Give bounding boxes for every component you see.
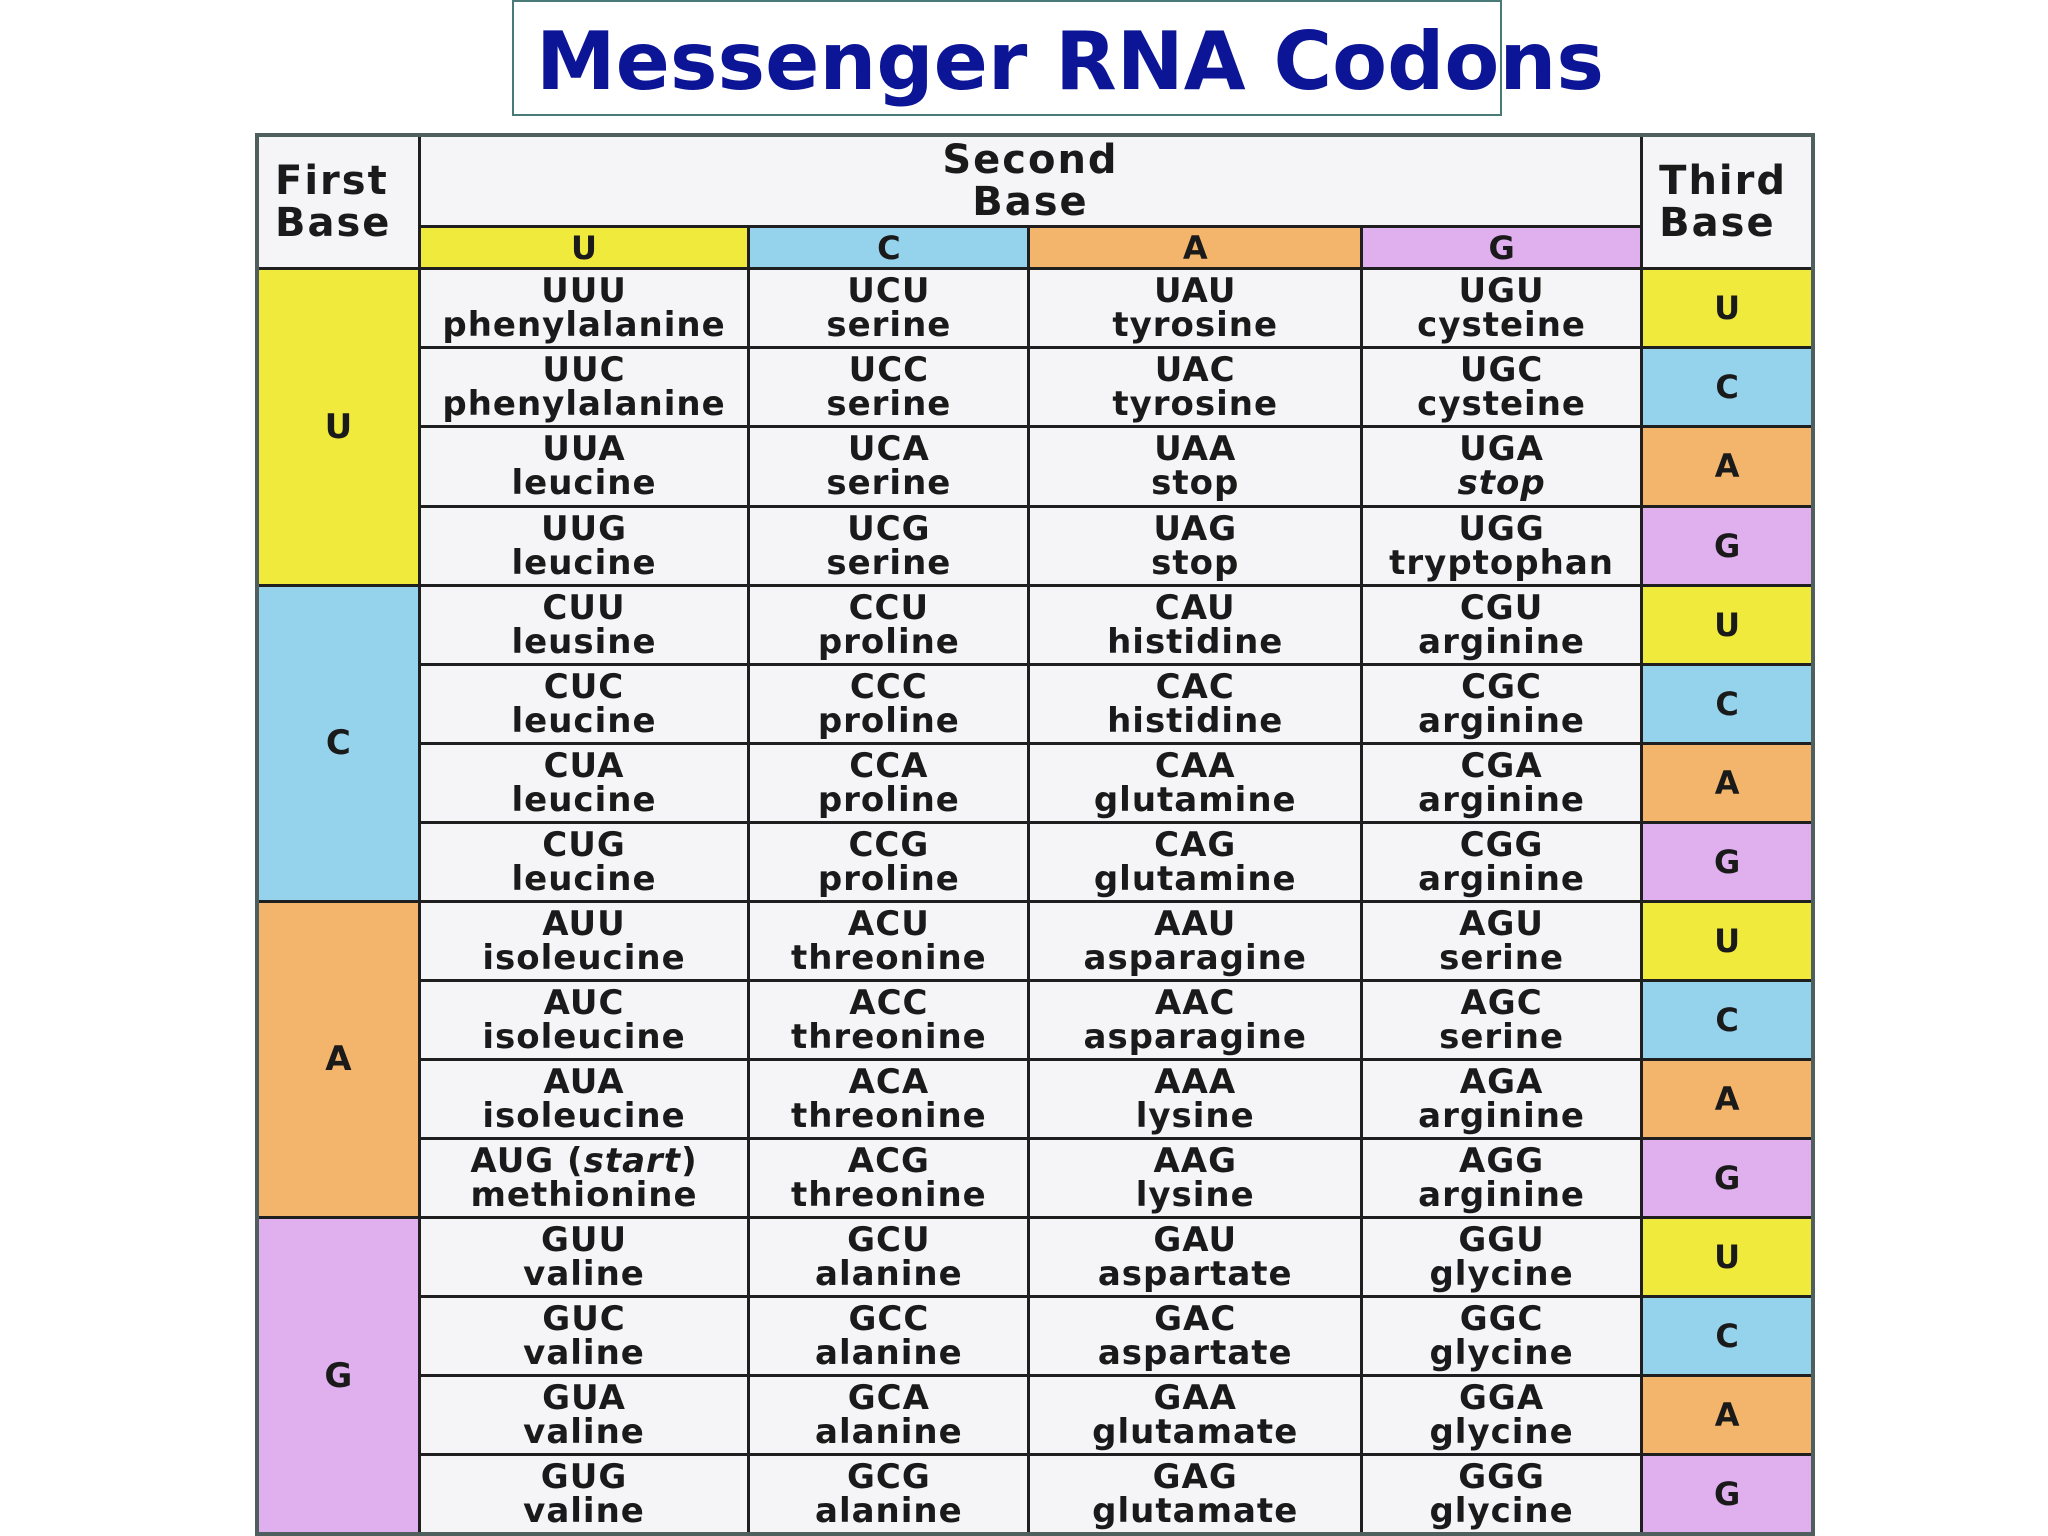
codon-cell	[1362, 1455, 1642, 1534]
codon-cell	[419, 269, 749, 348]
codon-cell	[749, 901, 1029, 980]
codon-text: ACC	[849, 982, 929, 1023]
codon-text: UAA	[1154, 429, 1237, 470]
codon-text: UCG	[847, 508, 931, 549]
amino-acid-text: glycine	[1429, 1333, 1574, 1374]
codon-text: UUA	[542, 429, 626, 470]
codon-cell	[749, 427, 1029, 506]
codon-cell	[1362, 1059, 1642, 1138]
codon-text: AAC	[1154, 982, 1236, 1023]
codon-text: GCC	[848, 1299, 930, 1340]
amino-acid-text: glycine	[1429, 1412, 1574, 1453]
codon-row	[257, 269, 1813, 348]
codon-cell	[1029, 1059, 1362, 1138]
codon-cell	[419, 506, 749, 585]
codon-cell	[1029, 822, 1362, 901]
third-base-cell: U	[1642, 585, 1813, 664]
codon-text: AUA	[543, 1061, 625, 1102]
amino-acid-text: stop	[1151, 463, 1240, 504]
codon-text: CCA	[849, 745, 929, 786]
codon-cell	[1029, 901, 1362, 980]
codon-cell	[419, 427, 749, 506]
codon-cell	[749, 269, 1029, 348]
amino-acid-text: arginine	[1418, 700, 1585, 741]
amino-acid-text: proline	[817, 779, 960, 820]
first-base-header-line1: First	[275, 158, 389, 205]
codon-text: CUA	[543, 745, 625, 786]
third-base-cell: A	[1642, 743, 1813, 822]
codon-text: AGA	[1459, 1061, 1544, 1102]
codon-row	[257, 822, 1813, 901]
codon-text: GGC	[1459, 1299, 1544, 1340]
codon-cell	[1362, 427, 1642, 506]
codon-text: CAC	[1155, 666, 1235, 707]
codon-text-prefix: AUG (	[470, 1141, 584, 1182]
codon-text: UUG	[540, 508, 628, 549]
codon-cell	[749, 664, 1029, 743]
amino-acid-text: proline	[817, 621, 960, 662]
amino-acid-text: tyrosine	[1112, 384, 1279, 425]
third-base-cell: A	[1642, 427, 1813, 506]
amino-acid-text: proline	[817, 858, 960, 899]
codon-text: CCU	[848, 587, 930, 628]
codon-text: UAC	[1154, 350, 1236, 391]
second-base-row	[257, 226, 1813, 269]
first-base-header	[257, 135, 419, 269]
codon-cell	[1029, 1376, 1362, 1455]
codon-cell	[419, 822, 749, 901]
codon-text: CUC	[543, 666, 625, 707]
codon-text: CAA	[1154, 745, 1236, 786]
codon-cell	[749, 1297, 1029, 1376]
codon-text: UCA	[847, 429, 930, 470]
amino-acid-text: arginine	[1418, 1175, 1585, 1216]
third-base-cell: U	[1642, 269, 1813, 348]
third-base-cell: G	[1642, 822, 1813, 901]
codon-text: CAU	[1154, 587, 1236, 628]
amino-acid-text: histidine	[1107, 700, 1284, 741]
codon-cell	[749, 1455, 1029, 1534]
codon-start-marker: start	[583, 1141, 682, 1182]
codon-text: AGG	[1459, 1141, 1545, 1182]
codon-text: UAG	[1153, 508, 1238, 549]
codon-row	[257, 348, 1813, 427]
amino-acid-text: glutamate	[1092, 1491, 1299, 1532]
codon-text: AGC	[1460, 982, 1543, 1023]
codon-row	[257, 1139, 1813, 1218]
codon-text: GCA	[847, 1378, 930, 1419]
first-base-cell: G	[257, 1218, 419, 1534]
codon-text: AAU	[1154, 903, 1237, 944]
codon-text: GAG	[1152, 1457, 1238, 1498]
amino-acid-text: threonine	[790, 1016, 987, 1057]
amino-acid-text: valine	[523, 1254, 645, 1295]
amino-acid-text: threonine	[790, 1175, 987, 1216]
amino-acid-text: leucine	[511, 542, 657, 583]
codon-cell	[1029, 980, 1362, 1059]
codon-text: GAC	[1154, 1299, 1237, 1340]
codon-cell	[1029, 1297, 1362, 1376]
codon-text: CGU	[1459, 587, 1544, 628]
codon-cell	[1029, 743, 1362, 822]
codon-cell	[1029, 1139, 1362, 1218]
codon-cell	[419, 1218, 749, 1297]
first-base-cell: U	[257, 269, 419, 585]
third-base-cell: C	[1642, 980, 1813, 1059]
codon-text: UGU	[1458, 271, 1545, 312]
codon-cell	[1029, 664, 1362, 743]
header-row	[257, 135, 1813, 226]
first-base-cell: C	[257, 585, 419, 901]
codon-cell	[1029, 269, 1362, 348]
codon-text: CCC	[849, 666, 928, 707]
amino-acid-text: lysine	[1135, 1095, 1255, 1136]
codon-cell	[1362, 269, 1642, 348]
codon-cell	[749, 980, 1029, 1059]
third-base-cell: C	[1642, 1297, 1813, 1376]
amino-acid-text: tyrosine	[1112, 305, 1279, 346]
amino-acid-text: isoleucine	[482, 937, 686, 978]
third-base-header-line1: Third	[1659, 158, 1787, 205]
codon-text: ACU	[847, 903, 930, 944]
amino-acid-text: glutamate	[1092, 1412, 1299, 1453]
codon-row	[257, 901, 1813, 980]
amino-acid-text: valine	[523, 1491, 645, 1532]
codon-text: AUU	[542, 903, 626, 944]
codon-text: GUA	[542, 1378, 626, 1419]
second-base-header	[419, 135, 1641, 226]
amino-acid-text: serine	[1439, 937, 1565, 978]
codon-text: CCG	[848, 824, 930, 865]
codon-cell	[749, 506, 1029, 585]
codon-cell	[1362, 585, 1642, 664]
page-title: Messenger RNA Codons	[536, 15, 1604, 108]
amino-acid-text: histidine	[1107, 621, 1284, 662]
codon-text: AAA	[1154, 1061, 1237, 1102]
codon-table	[255, 133, 1815, 1536]
amino-acid-text: isoleucine	[482, 1016, 686, 1057]
codon-text: CAG	[1154, 824, 1237, 865]
codon-cell	[749, 1218, 1029, 1297]
amino-acid-text: threonine	[790, 1095, 987, 1136]
codon-row	[257, 1376, 1813, 1455]
codon-text: UUU	[541, 271, 627, 312]
codon-text: UCC	[848, 350, 930, 391]
amino-acid-text: leucine	[511, 858, 657, 899]
codon-text: ACA	[848, 1061, 930, 1102]
codon-cell	[1362, 1297, 1642, 1376]
codon-cell	[1362, 980, 1642, 1059]
codon-text: CGA	[1460, 745, 1543, 786]
amino-acid-text: methionine	[470, 1175, 698, 1216]
amino-acid-text: proline	[817, 700, 960, 741]
codon-cell	[419, 1059, 749, 1138]
codon-text: CGC	[1461, 666, 1542, 707]
codon-row	[257, 427, 1813, 506]
codon-text: UUC	[542, 350, 626, 391]
codon-cell	[749, 822, 1029, 901]
codon-text: GGU	[1458, 1220, 1545, 1261]
codon-cell	[419, 1297, 749, 1376]
amino-acid-text: threonine	[790, 937, 987, 978]
amino-acid-text: cysteine	[1417, 384, 1586, 425]
amino-acid-text: glutamine	[1093, 858, 1297, 899]
codon-text: UAU	[1153, 271, 1237, 312]
first-base-cell: A	[257, 901, 419, 1217]
codon-cell	[1362, 664, 1642, 743]
amino-acid-text: alanine	[815, 1254, 963, 1295]
codon-cell	[749, 585, 1029, 664]
codon-cell	[749, 1059, 1029, 1138]
third-base-cell: A	[1642, 1059, 1813, 1138]
second-base-u: U	[419, 226, 749, 269]
codon-cell	[419, 1455, 749, 1534]
third-base-cell: G	[1642, 1139, 1813, 1218]
codon-cell	[749, 348, 1029, 427]
codon-text: AUC	[543, 982, 625, 1023]
codon-text: AAG	[1153, 1141, 1237, 1182]
amino-acid-text: leusine	[511, 621, 657, 662]
codon-cell	[419, 585, 749, 664]
codon-row	[257, 980, 1813, 1059]
first-base-header-line2: Base	[275, 200, 392, 247]
amino-acid-text: tryptophan	[1389, 542, 1614, 583]
codon-row	[257, 1297, 1813, 1376]
amino-acid-text: leucine	[511, 700, 657, 741]
second-base-a: A	[1029, 226, 1362, 269]
codon-text: GGA	[1459, 1378, 1545, 1419]
codon-cell	[1029, 427, 1362, 506]
codon-row	[257, 1059, 1813, 1138]
amino-acid-text: serine	[1439, 1016, 1565, 1057]
codon-cell	[1362, 1139, 1642, 1218]
third-base-cell: U	[1642, 1218, 1813, 1297]
codon-text: CUU	[542, 587, 626, 628]
codon-cell	[1362, 348, 1642, 427]
codon-row	[257, 1455, 1813, 1534]
codon-row	[257, 506, 1813, 585]
third-base-header	[1642, 135, 1813, 269]
amino-acid-text: aspartate	[1097, 1254, 1293, 1295]
codon-text: UGG	[1458, 508, 1545, 549]
amino-acid-text: serine	[826, 542, 952, 583]
codon-text: GCG	[846, 1457, 931, 1498]
codon-row	[257, 1218, 1813, 1297]
codon-text: GUC	[542, 1299, 626, 1340]
codon-cell	[1362, 743, 1642, 822]
codon-cell	[749, 1376, 1029, 1455]
codon-row	[257, 585, 1813, 664]
codon-text: GCU	[847, 1220, 931, 1261]
third-base-cell: A	[1642, 1376, 1813, 1455]
amino-acid-text: isoleucine	[482, 1095, 686, 1136]
second-base-g: G	[1362, 226, 1642, 269]
codon-cell	[1362, 1376, 1642, 1455]
codon-cell	[1362, 822, 1642, 901]
codon-cell	[1362, 901, 1642, 980]
codon-cell	[1029, 1218, 1362, 1297]
amino-acid-text: valine	[523, 1412, 645, 1453]
codon-text: GUG	[540, 1457, 628, 1498]
second-base-header-line1: Second	[942, 136, 1119, 183]
amino-acid-text: asparagine	[1083, 1016, 1307, 1057]
codon-cell	[419, 743, 749, 822]
amino-acid-text: leucine	[511, 779, 657, 820]
codon-cell	[419, 348, 749, 427]
codon-text: ACG	[847, 1141, 930, 1182]
amino-acid-text: alanine	[815, 1412, 963, 1453]
amino-acid-text: alanine	[815, 1491, 963, 1532]
amino-acid-text: cysteine	[1417, 305, 1586, 346]
third-base-cell: U	[1642, 901, 1813, 980]
amino-acid-text: phenylalanine	[442, 384, 726, 425]
codon-cell	[1029, 585, 1362, 664]
codon-text: UCU	[847, 271, 931, 312]
codon-text: AGU	[1459, 903, 1544, 944]
codon-cell	[419, 901, 749, 980]
codon-cell	[1362, 506, 1642, 585]
amino-acid-text: arginine	[1418, 621, 1585, 662]
codon-text: CGG	[1459, 824, 1544, 865]
codon-text-suffix: )	[681, 1141, 698, 1182]
codon-cell	[419, 664, 749, 743]
codon-text: GAA	[1153, 1378, 1237, 1419]
amino-acid-text: arginine	[1418, 779, 1585, 820]
codon-cell	[419, 1376, 749, 1455]
amino-acid-text: leucine	[511, 463, 657, 504]
third-base-cell: G	[1642, 506, 1813, 585]
amino-acid-text: glycine	[1429, 1491, 1574, 1532]
codon-row	[257, 743, 1813, 822]
amino-acid-text: glycine	[1429, 1254, 1574, 1295]
amino-acid-text: arginine	[1418, 858, 1585, 899]
amino-acid-text: asparagine	[1083, 937, 1307, 978]
amino-acid-text: lysine	[1135, 1175, 1255, 1216]
amino-acid-text: alanine	[815, 1333, 963, 1374]
codon-text	[421, 1141, 748, 1182]
codon-text: UGC	[1459, 350, 1544, 391]
amino-acid-text: valine	[523, 1333, 645, 1374]
codon-cell	[749, 743, 1029, 822]
amino-acid-text: glutamine	[1093, 779, 1297, 820]
title-box	[512, 0, 1604, 116]
amino-acid-text: aspartate	[1097, 1333, 1293, 1374]
codon-cell	[1362, 1218, 1642, 1297]
codon-text: UGA	[1459, 429, 1544, 470]
amino-acid-text: arginine	[1418, 1095, 1585, 1136]
amino-acid-text: serine	[826, 384, 952, 425]
codon-text: GGG	[1458, 1457, 1545, 1498]
third-base-cell: C	[1642, 348, 1813, 427]
codon-cell	[749, 1139, 1029, 1218]
codon-cell	[419, 980, 749, 1059]
codon-cell	[1029, 1455, 1362, 1534]
codon-cell	[1029, 506, 1362, 585]
third-base-header-line2: Base	[1659, 200, 1776, 247]
codon-text: CUG	[542, 824, 626, 865]
amino-acid-text: serine	[826, 463, 952, 504]
amino-acid-text: stop	[1457, 463, 1546, 504]
second-base-header-line2: Base	[972, 178, 1089, 225]
codon-text: GAU	[1153, 1220, 1238, 1261]
third-base-cell: C	[1642, 664, 1813, 743]
codon-cell	[1029, 348, 1362, 427]
second-base-c: C	[749, 226, 1029, 269]
codon-text: GUU	[540, 1220, 628, 1261]
third-base-cell: G	[1642, 1455, 1813, 1534]
codon-row	[257, 664, 1813, 743]
amino-acid-text: serine	[826, 305, 952, 346]
amino-acid-text: stop	[1151, 542, 1240, 583]
codon-table-body	[257, 135, 1813, 1534]
codon-cell	[419, 1139, 749, 1218]
amino-acid-text: phenylalanine	[442, 305, 726, 346]
